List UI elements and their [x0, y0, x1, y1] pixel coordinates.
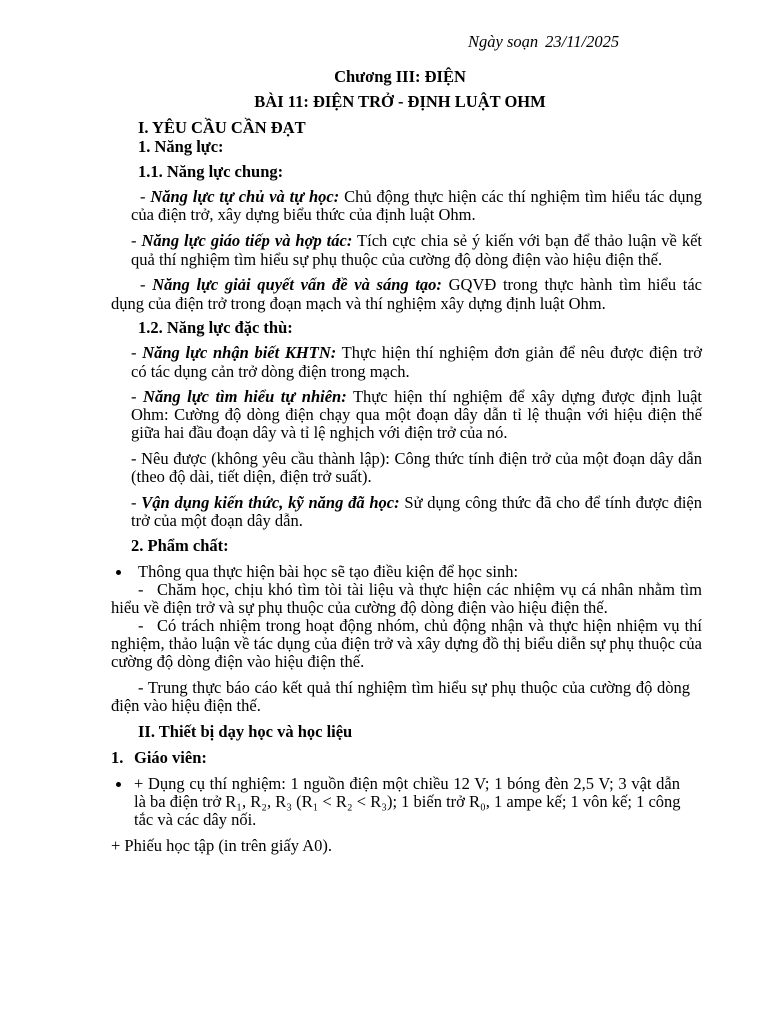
qualities-heading: 2. Phẩm chất: — [131, 536, 229, 555]
item-line — [131, 450, 702, 468]
general-competence-heading: 1.1. Năng lực chung: — [138, 162, 284, 181]
specific-competence-heading: 1.2. Năng lực đặc thù: — [138, 318, 293, 337]
bullet-icon — [116, 570, 121, 575]
item-text: Thực hiện thí nghiệm đơn giản để nêu được điện trở — [341, 343, 703, 362]
bullet-icon — [116, 782, 121, 787]
date-line — [468, 33, 619, 51]
item-line — [111, 581, 702, 599]
item-label: Năng lực nhận biết KHTN: — [142, 343, 337, 362]
item-text: Chủ động thực hiện các thí nghiệm tìm hiểu tác dụng — [344, 187, 703, 206]
qualities-intro: Thông qua thực hiện bài học sẽ tạo điều kiện để học sinh: — [138, 562, 519, 581]
item-dash: - — [131, 343, 137, 362]
equipment-item — [134, 775, 680, 829]
item-dash: - — [138, 580, 144, 599]
item-text-line: điện vào hiệu điện thế. — [111, 696, 261, 715]
competence-item — [131, 344, 702, 381]
chapter-title: Chương III: ĐIỆN — [334, 67, 466, 86]
item-dash: - — [138, 678, 144, 697]
competence-item — [131, 388, 702, 442]
list-number: 1. — [111, 748, 124, 767]
item-text: Trung thực báo cáo kết quả thí nghiệm tìm hiểu sự phụ thuộc của cường độ dòng — [147, 678, 691, 697]
item-text-line: của điện trở, xây dựng biểu thức của định luật Ohm. — [131, 205, 476, 224]
item-dash: - — [140, 275, 146, 294]
item-text: Thực hiện thí nghiệm để xây dựng được định luật — [352, 387, 703, 406]
item-dash: - — [131, 449, 137, 468]
item-text-line: Ohm: Cường độ dòng điện chạy qua một đoạn dây dẫn tỉ lệ thuận với hiệu điện thế — [131, 405, 702, 424]
item-text-line: quả thí nghiệm tìm hiểu sự phụ thuộc của cường độ dòng điện vào hiệu điện thế. — [131, 250, 663, 269]
item-line — [131, 388, 702, 406]
item-text-line: trở của một đoạn dây dẫn. — [131, 511, 303, 530]
item-label: Năng lực giáo tiếp và hợp tác: — [141, 231, 353, 250]
item-dash: - — [131, 231, 137, 250]
item-text-line: có tác dụng cản trở dòng điện trong mạch. — [131, 362, 410, 381]
item-line — [111, 679, 690, 697]
item-text-line: (theo độ dài, tiết diện, điện trở suất). — [131, 467, 372, 486]
item-dash: - — [131, 493, 137, 512]
competence-item — [131, 232, 702, 269]
worksheet-item: + Phiếu học tập (in trên giấy A0). — [111, 836, 333, 855]
item-label: Năng lực giải quyết vấn đề và sáng tạo: — [152, 275, 442, 294]
item-label: Năng lực tự chủ và tự học: — [150, 187, 340, 206]
item-text-line: nghiệm, thảo luận về tác dụng của điện trở và xây dựng đồ thị biểu diễn sự phụ thuộc của — [111, 634, 702, 653]
item-text-line: hiểu về điện trở và sự phụ thuộc của cường độ dòng điện vào hiệu điện thế. — [111, 598, 608, 617]
competence-item — [131, 494, 702, 530]
item-text: Chăm học, chịu khó tìm tòi tài liệu và thực hiện các nhiệm vụ cá nhân nhằm tìm — [157, 580, 702, 599]
item-dash: - — [138, 616, 144, 635]
competence-item — [131, 188, 702, 224]
item-text: Tích cực chia sẻ ý kiến với bạn để thảo luận về kết — [357, 231, 703, 250]
item-text: Nêu được (không yêu cầu thành lập): Công thức tính điện trở của một đoạn dây dẫn — [141, 449, 703, 468]
item-line — [131, 494, 702, 512]
item-text-line: dụng của điện trở trong đoạn mạch và thí nghiệm xây dựng định luật Ohm. — [111, 294, 606, 313]
item-dash: - — [131, 387, 137, 406]
item-line — [111, 617, 702, 635]
lesson-title: BÀI 11: ĐIỆN TRỞ - ĐỊNH LUẬT OHM — [254, 92, 546, 111]
item-text-line: tắc và các dây nối. — [134, 810, 257, 829]
item-label: Năng lực tìm hiểu tự nhiên: — [143, 387, 347, 406]
item-text-line: cường độ dòng điện vào hiệu điện thế. — [111, 652, 365, 671]
item-text: Sử dụng công thức đã cho để tính được điện — [404, 493, 702, 512]
item-line — [131, 188, 702, 206]
quality-item — [111, 679, 690, 715]
item-text: GQVĐ trong thực hành tìm hiểu tác — [448, 275, 703, 294]
item-text-line: giữa hai đầu đoạn dây và tỉ lệ nghịch với điện trở của nó. — [131, 423, 508, 442]
competence-item — [131, 450, 702, 486]
item-label: Vận dụng kiến thức, kỹ năng đã học: — [141, 493, 400, 512]
item-dash: - — [140, 187, 146, 206]
date-label: Ngày soạn — [468, 32, 539, 51]
item-text-line: + Dụng cụ thí nghiệm: 1 nguồn điện một chiều 12 V; 1 bóng đèn 2,5 V; 3 vật dẫn — [134, 774, 680, 793]
quality-item — [111, 581, 702, 617]
section-heading: I. YÊU CẦU CẦN ĐẠT — [138, 118, 306, 137]
date-value: 23/11/2025 — [545, 32, 620, 51]
item-text: Có trách nhiệm trong hoạt động nhóm, chủ động nhận và thực hiện nhiệm vụ thí — [157, 616, 702, 635]
item-line — [111, 276, 702, 294]
item-text-line: là ba điện trở R₁, R₂, R₃ (R₁ < R₂ < R₃); 1 biến trở R₀, 1 ampe kế; 1 vôn kế; 1 công — [134, 792, 681, 811]
competence-item — [111, 276, 702, 313]
teacher-heading — [111, 749, 207, 767]
item-line — [131, 344, 702, 362]
section-heading: II. Thiết bị dạy học và học liệu — [138, 722, 353, 741]
quality-item — [111, 617, 702, 671]
teacher-heading-label: Giáo viên: — [134, 748, 207, 767]
item-line — [131, 232, 702, 250]
subsection-heading: 1. Năng lực: — [138, 137, 224, 156]
